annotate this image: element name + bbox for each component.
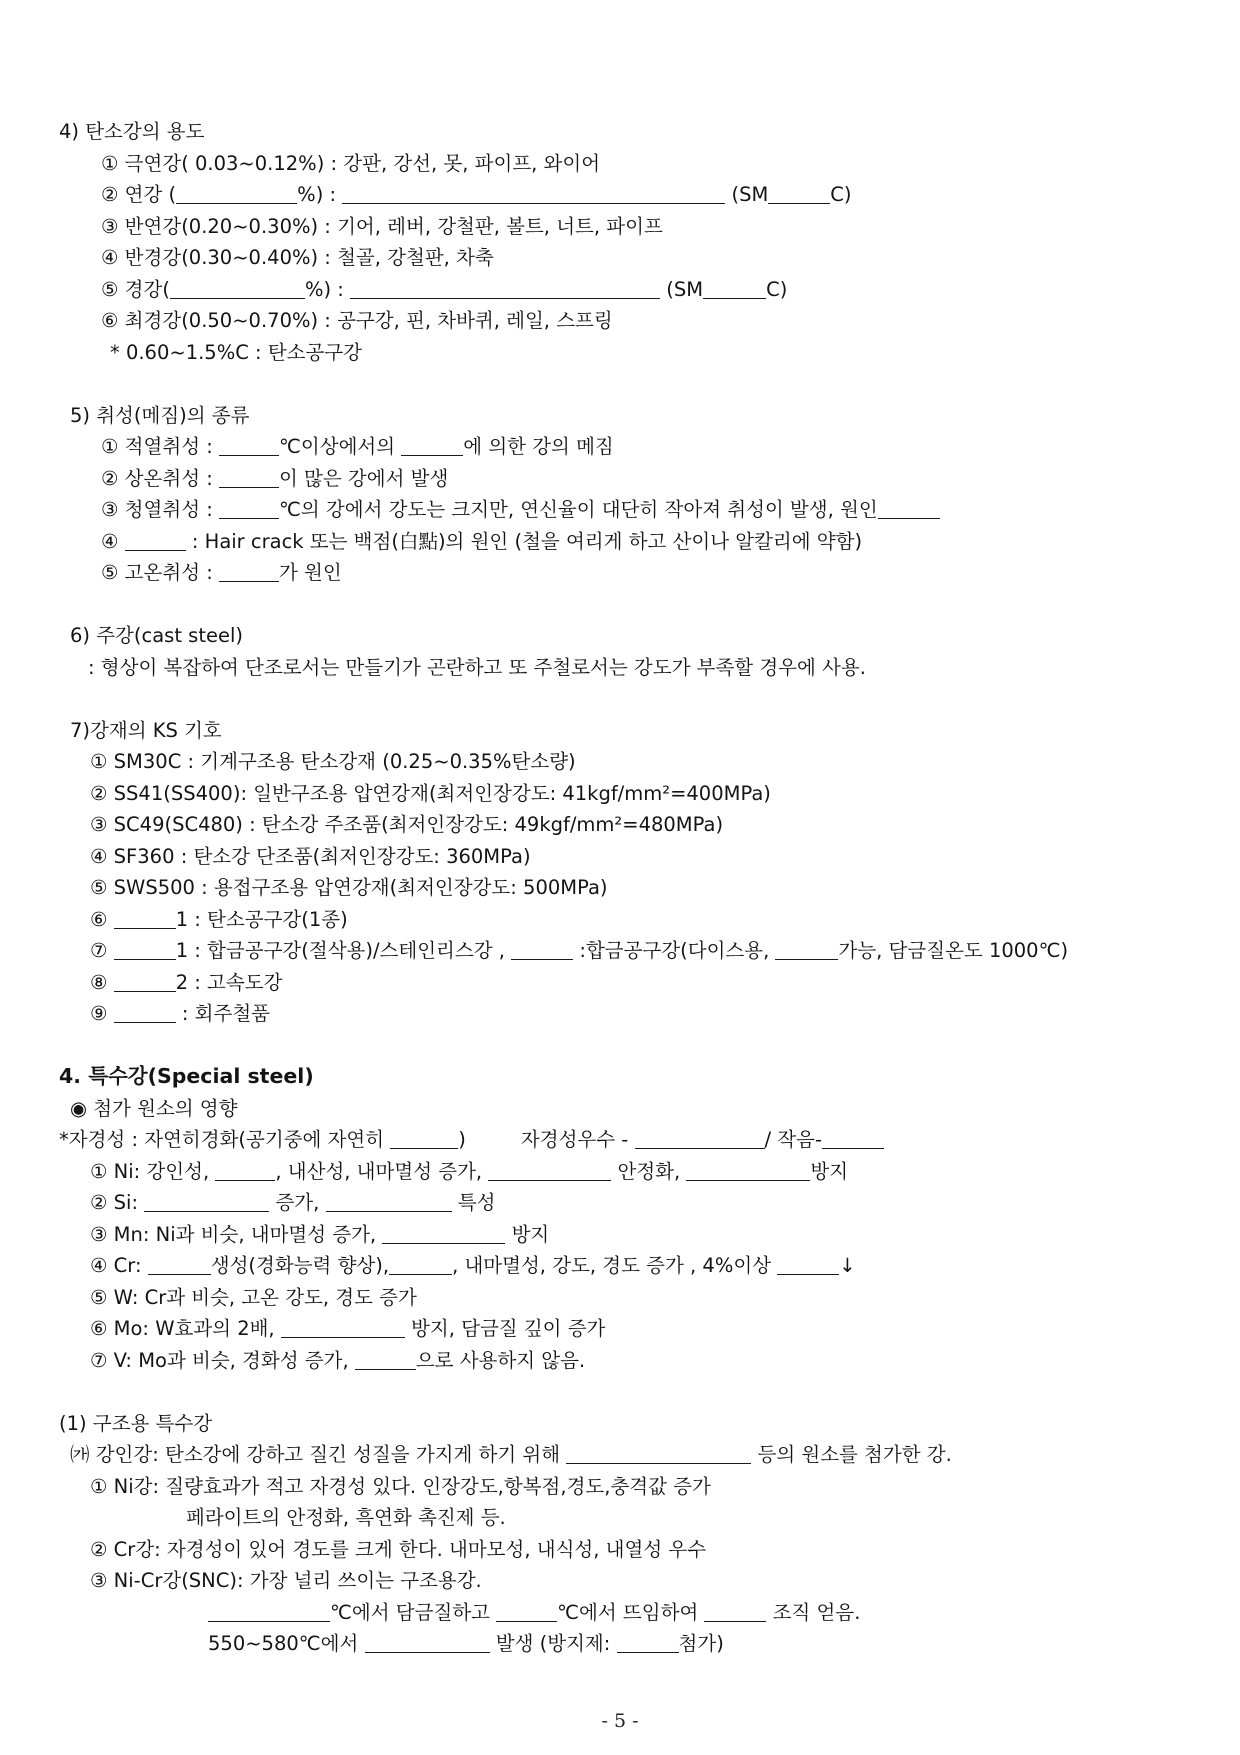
answer-blank xyxy=(496,1603,557,1622)
item-text: ℃에서 담금질하고 xyxy=(330,1600,497,1624)
item-text: ③ 반연강(0.20~0.30%) : 기어, 레버, 강철판, 볼트, 너트, 파이프 xyxy=(101,214,663,238)
item-text: ⑥ Mo: W효과의 2배, xyxy=(90,1317,281,1340)
answer-blank xyxy=(342,185,725,204)
answer-blank xyxy=(281,1319,405,1338)
subtitle-text: ◉ 첨가 원소의 영향 xyxy=(70,1096,238,1120)
answer-blank xyxy=(775,941,838,960)
list-item xyxy=(0,1282,1240,1314)
section-title-structural-special-steel xyxy=(0,1408,1240,1440)
item-text: ℃에서 뜨임하여 xyxy=(557,1600,705,1624)
item-text: (SM xyxy=(660,277,704,301)
list-item xyxy=(0,274,1240,306)
answer-blank xyxy=(219,500,279,519)
list-item xyxy=(0,1219,1240,1251)
item-text: ⑦ V: Mo과 비슷, 경화성 증가, xyxy=(90,1348,355,1372)
item-text: ④ SF360 : 탄소강 단조품(최저인장강도: 360MPa) xyxy=(90,844,531,868)
item-text: 안정화, xyxy=(611,1159,687,1183)
item-text: ① SM30C : 기계구조용 탄소강재 (0.25~0.35%탄소량) xyxy=(90,750,576,773)
item-text: ④ Cr: xyxy=(90,1254,148,1277)
section-gap xyxy=(0,589,1240,621)
item-text: ⑨ xyxy=(90,1002,114,1025)
answer-blank xyxy=(114,941,176,960)
section-gap xyxy=(0,368,1240,400)
item-text: ⑥ xyxy=(90,907,114,931)
list-item xyxy=(0,998,1240,1030)
section-title: 4) 탄소강의 용도 xyxy=(59,120,205,143)
item-text: *자경성 : 자연히경화(공기중에 자연히 xyxy=(59,1128,391,1151)
item-text: ③ Ni-Cr강(SNC): 가장 널리 쓰이는 구조용강. xyxy=(90,1569,482,1592)
item-text: C) xyxy=(766,277,788,301)
item-text: 이 많은 강에서 발생 xyxy=(279,466,449,490)
item-text: ⑤ 고온취성 : xyxy=(101,561,219,584)
item-text: ② Cr강: 자경성이 있어 경도를 크게 한다. 내마모성, 내식성, 내열성 우수 xyxy=(90,1537,707,1561)
item-text: 에 의한 강의 메짐 xyxy=(463,435,614,458)
item-text: ① 적열취성 : xyxy=(101,435,219,458)
item-text: / 작음- xyxy=(764,1128,822,1151)
item-text: ② 상온취성 : xyxy=(101,466,219,490)
item-text: ① Ni강: 질량효과가 적고 자경성 있다. 인장강도,항복점,경도,충격값 증가 xyxy=(90,1474,711,1498)
answer-blank xyxy=(617,1634,679,1653)
answer-blank xyxy=(215,1162,275,1181)
list-item xyxy=(0,305,1240,337)
item-text: ③ SC49(SC480) : 탄소강 주조품(최저인장강도: 49kgf/mm²=480MPa) xyxy=(90,813,724,836)
section-gap xyxy=(0,1030,1240,1062)
answer-blank xyxy=(350,280,660,299)
section-title-carbon-steel-uses xyxy=(0,116,1240,148)
answer-blank xyxy=(878,500,940,519)
list-item xyxy=(0,179,1240,211)
list-item xyxy=(0,463,1240,495)
item-text: 생성(경화능력 향상), xyxy=(210,1254,390,1277)
section-gap xyxy=(0,1376,1240,1408)
list-item xyxy=(0,211,1240,243)
answer-blank xyxy=(401,437,463,456)
item-text: ③ 청열취성 : xyxy=(101,498,219,521)
answer-blank xyxy=(389,1256,452,1275)
item-text: C) xyxy=(830,183,852,206)
list-item xyxy=(0,778,1240,810)
answer-blank xyxy=(326,1193,452,1212)
item-text: (SM xyxy=(725,183,769,206)
item-text: 조직 얻음. xyxy=(766,1600,861,1624)
section-title-cast-steel xyxy=(0,620,1240,652)
item-text: 2 : 고속도강 xyxy=(175,970,283,994)
answer-blank xyxy=(566,1445,751,1464)
item-text: ℃이상에서의 xyxy=(279,435,402,458)
list-item xyxy=(0,431,1240,463)
section-title: 5) 취성(메짐)의 종류 xyxy=(70,403,250,427)
list-item xyxy=(0,1313,1240,1345)
list-item xyxy=(0,148,1240,180)
section-title: 7)강재의 KS 기호 xyxy=(70,718,222,742)
section-gap xyxy=(0,683,1240,715)
continuation-line xyxy=(0,1628,1240,1660)
item-text: 등의 원소를 첨가한 강. xyxy=(751,1443,952,1466)
list-item xyxy=(0,1534,1240,1566)
answer-blank xyxy=(125,532,186,551)
answer-blank xyxy=(170,280,305,299)
list-item xyxy=(0,1156,1240,1188)
item-text: 1 : 탄소공구강(1종) xyxy=(175,907,348,931)
list-item xyxy=(0,557,1240,589)
answer-blank xyxy=(176,185,297,204)
list-item xyxy=(0,526,1240,558)
section-title-brittleness xyxy=(0,400,1240,432)
answer-blank xyxy=(704,1603,766,1622)
section-title: 6) 주강(cast steel) xyxy=(70,624,243,647)
item-text: ① 극연강( 0.03~0.12%) : 강판, 강선, 못, 파이프, 와이어 xyxy=(101,151,601,175)
item-text: 가능, 담금질온도 1000℃) xyxy=(838,939,1069,962)
answer-blank xyxy=(355,1351,416,1370)
item-text: ⑥ 최경강(0.50~0.70%) : 공구강, 핀, 차바퀴, 레일, 스프링 xyxy=(101,309,613,332)
list-item xyxy=(0,935,1240,967)
item-text: : Hair crack 또는 백점(白點)의 원인 (철을 여리게 하고 산이나 알칼리에 약함) xyxy=(185,529,863,553)
item-text: ⑦ xyxy=(90,939,114,962)
answer-blank xyxy=(114,910,176,929)
section-title-ks-symbols xyxy=(0,715,1240,747)
item-text: 방지 xyxy=(810,1159,849,1183)
section-title: (1) 구조용 특수강 xyxy=(59,1411,213,1435)
item-text: %) : xyxy=(297,183,343,206)
item-text: ④ 반경강(0.30~0.40%) : 철골, 강철판, 차축 xyxy=(101,246,494,269)
answer-blank xyxy=(768,185,830,204)
list-item xyxy=(0,841,1240,873)
answer-blank xyxy=(488,1162,611,1181)
item-text: 가 원인 xyxy=(279,561,342,584)
description-text: : 형상이 복잡하여 단조로서는 만들기가 곤란하고 또 주철로서는 강도가 부족할 경우에 사용. xyxy=(88,655,866,679)
item-text: 증가, xyxy=(269,1191,326,1214)
list-item xyxy=(0,1250,1240,1282)
item-text: 방지, 담금질 깊이 증가 xyxy=(404,1317,606,1340)
item-text: ① Ni: 강인성, xyxy=(90,1159,216,1183)
answer-blank xyxy=(382,1225,505,1244)
description-line xyxy=(0,652,1240,684)
list-item xyxy=(0,1439,1240,1471)
list-item xyxy=(0,242,1240,274)
item-text: :합금공구강(다이스용, xyxy=(573,939,776,962)
note-text: * 0.60~1.5%C : 탄소공구강 xyxy=(110,340,363,364)
item-text: 자경성우수 - xyxy=(520,1128,635,1151)
item-text: ② Si: xyxy=(90,1191,145,1214)
answer-blank xyxy=(219,437,279,456)
item-text: ② SS41(SS400): 일반구조용 압연강재(최저인장강도: 41kgf/mm²=400MPa) xyxy=(90,781,771,805)
list-item xyxy=(0,904,1240,936)
answer-blank xyxy=(390,1130,458,1149)
answer-blank xyxy=(365,1634,490,1653)
item-text: ) xyxy=(458,1128,466,1151)
item-text: ⑤ W: Cr과 비슷, 고온 강도, 경도 증가 xyxy=(90,1285,417,1309)
chapter-title-special-steel xyxy=(0,1061,1240,1093)
list-item xyxy=(0,1565,1240,1597)
item-text: ⑧ xyxy=(90,970,114,994)
continuation-line xyxy=(0,1597,1240,1629)
page-content xyxy=(0,116,1240,1660)
item-text: 페라이트의 안정화, 흑연화 촉진제 등. xyxy=(186,1506,506,1529)
subtitle-line xyxy=(0,1093,1240,1125)
item-text: 550~580℃에서 xyxy=(208,1632,365,1655)
item-text: ④ xyxy=(101,529,125,553)
answer-blank xyxy=(208,1603,330,1622)
answer-blank xyxy=(635,1130,765,1149)
item-text: ⑤ SWS500 : 용접구조용 압연강재(최저인장강도: 500MPa) xyxy=(90,876,608,899)
answer-blank xyxy=(777,1256,839,1275)
item-text: 1 : 합금공구강(절삭용)/스테인리스강 , xyxy=(175,939,512,962)
list-item xyxy=(0,494,1240,526)
item-text: %) : xyxy=(304,277,351,301)
note-line xyxy=(0,337,1240,369)
item-text: ⑤ 경강( xyxy=(101,277,170,301)
chapter-title: 4. 특수강(Special steel) xyxy=(59,1064,314,1088)
answer-blank xyxy=(148,1256,211,1275)
item-text: ③ Mn: Ni과 비슷, 내마멸성 증가, xyxy=(90,1222,383,1246)
item-text: ℃의 강에서 강도는 크지만, 연신율이 대단히 작아져 취성이 발생, 원인 xyxy=(279,498,878,521)
list-item xyxy=(0,1345,1240,1377)
answer-blank xyxy=(219,469,279,488)
item-text: ↓ xyxy=(839,1254,856,1277)
answer-blank xyxy=(144,1193,269,1212)
answer-blank xyxy=(686,1162,810,1181)
item-text: 첨가) xyxy=(678,1632,724,1655)
page-number: - 5 - xyxy=(601,1710,639,1732)
answer-blank xyxy=(219,563,279,582)
list-item xyxy=(0,872,1240,904)
list-item xyxy=(0,809,1240,841)
item-text: 방지 xyxy=(505,1222,550,1246)
item-text: 발생 (방지제: xyxy=(489,1632,617,1655)
item-text: ② 연강 ( xyxy=(101,183,177,206)
continuation-line xyxy=(0,1502,1240,1534)
answer-blank xyxy=(114,1004,176,1023)
list-item xyxy=(0,746,1240,778)
item-text: 특성 xyxy=(451,1191,496,1214)
item-text: , 내마멸성, 강도, 경도 증가 , 4%이상 xyxy=(452,1254,778,1277)
item-text: : 회주철품 xyxy=(175,1002,271,1025)
item-text: , 내산성, 내마멸성 증가, xyxy=(275,1159,489,1183)
item-text: 으로 사용하지 않음. xyxy=(415,1348,586,1372)
answer-blank xyxy=(822,1130,884,1149)
self-hardening-line xyxy=(0,1124,1240,1156)
answer-blank xyxy=(114,973,176,992)
list-item xyxy=(0,1187,1240,1219)
item-text: ㈎ 강인강: 탄소강에 강하고 질긴 성질을 가지게 하기 위해 xyxy=(70,1443,567,1466)
list-item xyxy=(0,967,1240,999)
list-item xyxy=(0,1471,1240,1503)
answer-blank xyxy=(703,280,766,299)
answer-blank xyxy=(511,941,573,960)
